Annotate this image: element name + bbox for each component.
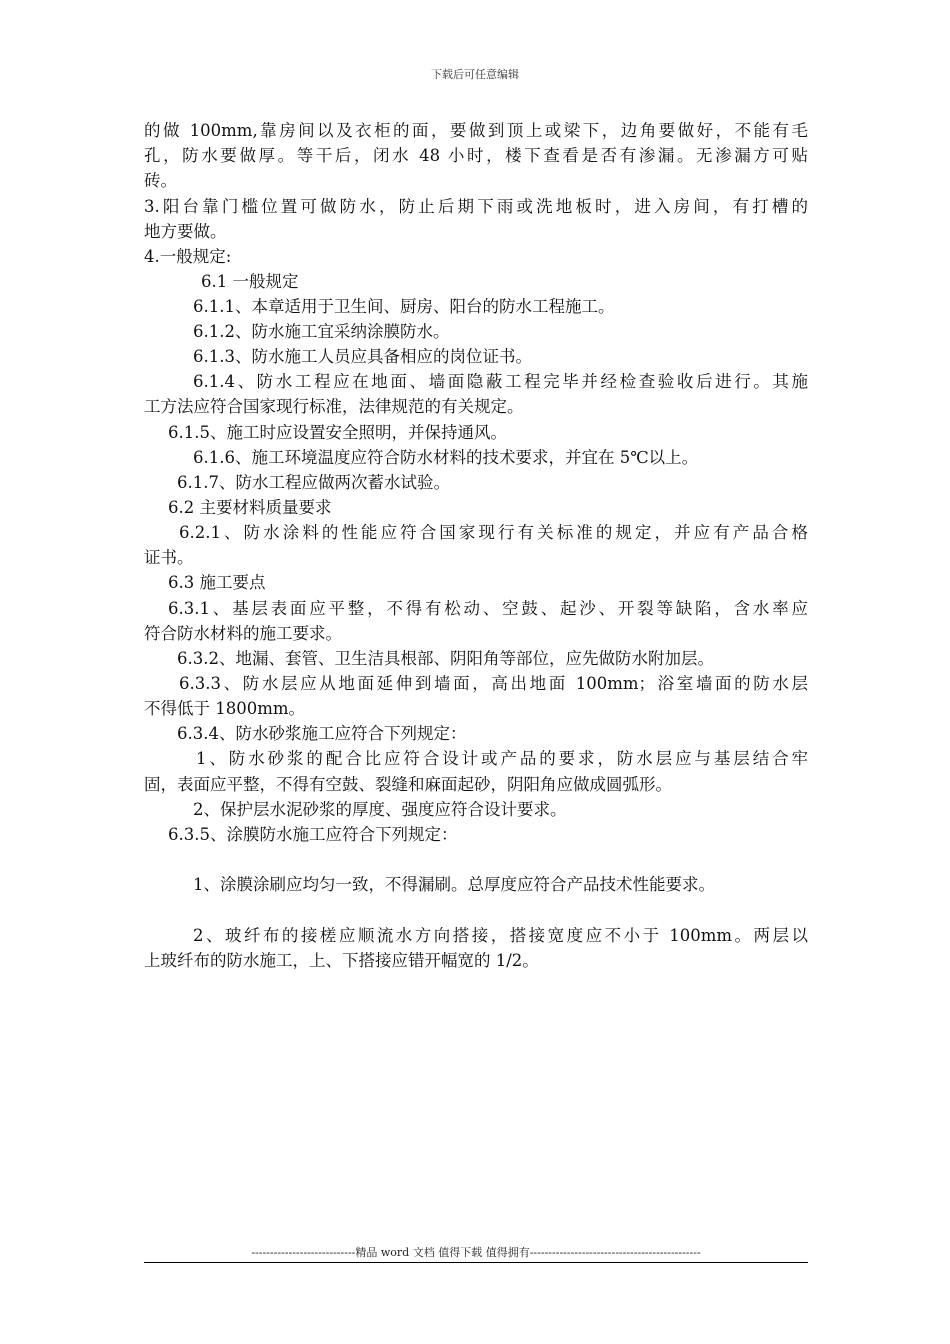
- text-line: 砖。: [144, 171, 177, 190]
- clause-line: 6.1.1、本章适用于卫生间、厨房、阳台的防水工程施工。: [193, 297, 615, 316]
- section-heading: 6.3 施工要点: [168, 573, 266, 592]
- text-line: 地方要做。: [144, 222, 227, 241]
- clause-line: 6.2.1、防水涂料的性能应符合国家现行有关标准的规定，并应有产品合格: [179, 523, 808, 542]
- text-line: 上玻纤布的防水施工，上、下搭接应错开幅宽的 1/2。: [144, 951, 539, 970]
- clause-line: 6.3.3、防水层应从地面延伸到墙面，高出地面 100mm；浴室墙面的防水层: [179, 674, 808, 693]
- text-line: 证书。: [144, 548, 194, 567]
- section-heading: 6.2 主要材料质量要求: [168, 498, 332, 517]
- text-line: 符合防水材料的施工要求。: [144, 624, 342, 643]
- text-line: 3.阳台靠门槛位置可做防水，防止后期下雨或洗地板时，进入房间，有打槽的: [144, 197, 808, 216]
- section-heading: 6.1 一般规定: [201, 272, 299, 291]
- clause-line: 6.3.4、防水砂浆施工应符合下列规定：: [177, 724, 467, 743]
- clause-line: 2、玻纤布的接槎应顺流水方向搭接，搭接宽度应不小于 100mm。两层以: [193, 926, 808, 945]
- clause-line: 6.3.5、涂膜防水施工应符合下列规定：: [168, 825, 458, 844]
- clause-line: 6.1.6、施工环境温度应符合防水材料的技术要求，并宜在 5℃以上。: [193, 448, 699, 467]
- page-footer: ----------------------------精品 word 文档 值得下载 值得拥有----------------------------------------------: [251, 1246, 701, 1259]
- text-line: 的做 100mm,靠房间以及衣柜的面，要做到顶上或梁下，边角要做好，不能有毛: [144, 121, 808, 140]
- clause-line: 6.3.1、基层表面应平整，不得有松动、空鼓、起沙、开裂等缺陷，含水率应: [168, 599, 808, 618]
- section-heading: 4.一般规定:: [144, 247, 232, 266]
- clause-line: 6.1.2、防水施工宜采纳涂膜防水。: [193, 322, 450, 341]
- text-line: 固，表面应平整，不得有空鼓、裂缝和麻面起砂，阴阳角应做成圆弧形。: [144, 775, 672, 794]
- clause-line: 6.1.5、施工时应设置安全照明，并保持通风。: [168, 423, 507, 442]
- text-line: 工方法应符合国家现行标准，法律规范的有关规定。: [144, 397, 524, 416]
- clause-line: 1、防水砂浆的配合比应符合设计或产品的要求，防水层应与基层结合牢: [196, 749, 808, 768]
- clause-line: 6.3.2、地漏、套管、卫生洁具根部、阴阳角等部位，应先做防水附加层。: [177, 649, 714, 668]
- text-line: 不得低于 1800mm。: [144, 699, 306, 718]
- clause-line: 1、涂膜涂刷应均匀一致，不得漏刷。总厚度应符合产品技术性能要求。: [193, 875, 715, 894]
- text-line: 孔，防水要做厚。等干后，闭水 48 小时，楼下查看是否有渗漏。无渗漏方可贴: [144, 146, 808, 165]
- clause-line: 6.1.3、防水施工人员应具备相应的岗位证书。: [193, 347, 532, 366]
- clause-line: 2、保护层水泥砂浆的厚度、强度应符合设计要求。: [193, 800, 567, 819]
- clause-line: 6.1.4、防水工程应在地面、墙面隐蔽工程完毕并经检查验收后进行。其施: [193, 372, 808, 391]
- page-header: 下载后可任意编辑: [431, 68, 519, 81]
- footer-divider: [144, 1262, 808, 1263]
- clause-line: 6.1.7、防水工程应做两次蓄水试验。: [177, 473, 450, 492]
